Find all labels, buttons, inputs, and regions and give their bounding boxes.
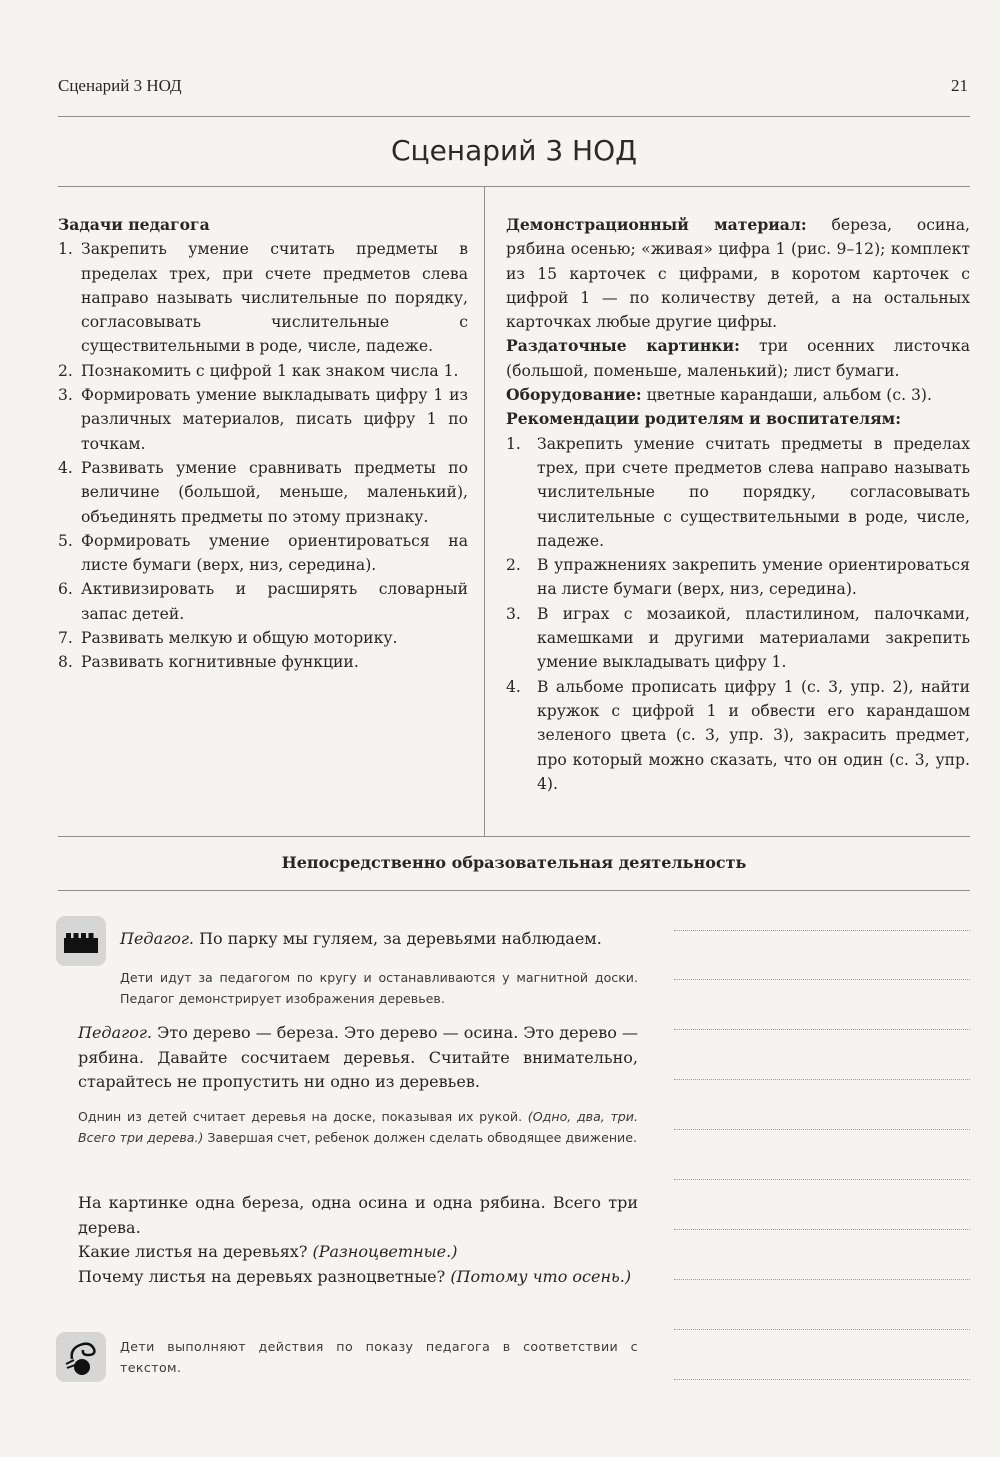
list-item: 8. Развивать когнитивные функции. <box>58 653 359 672</box>
note-1: Дети идут за педагогом по кругу и останавливаются у магнитной доски. Педагог демонстрирует изображения деревьев. <box>120 970 638 1006</box>
tasks-list <box>58 237 468 674</box>
note-2: Однин из детей считает деревья на доске, показывая их рукой. (Одно, два, три. Всего три дерева.) Завершая счет, ребенок должен сделать обводящее движение. <box>78 1109 638 1145</box>
paragraph-2: Педагог. Это дерево — береза. Это дерево — осина. Это дерево — рябина. Давайте сосчитаем деревья. Считайте внимательно, старайтесь не пропустить ни одно из деревьев. <box>78 1023 638 1091</box>
title-rule <box>58 186 970 187</box>
list-item: 7. Развивать мелкую и общую моторику. <box>58 629 398 648</box>
list-item: 1. Закрепить умение считать предметы в пределах трех, при счете предметов слева направо называть числительные по порядку, согласовывать числительные с существительными в роде, числе, падеже. <box>58 240 468 356</box>
section-rule-top <box>58 836 970 837</box>
list-item: 3. Формировать умение выкладывать цифру 1 из различных материалов, писать цифру 1 по точкам. <box>58 386 468 453</box>
header-rule <box>58 116 970 117</box>
list-item: 2. В упражнениях закрепить умение ориентироваться на листе бумаги (верх, низ, середина). <box>506 556 970 599</box>
note-line <box>674 1129 970 1130</box>
note-line <box>674 930 970 931</box>
list-item: 6. Активизировать и расширять словарный запас детей. <box>58 580 468 623</box>
note-line <box>674 1079 970 1080</box>
list-item: 1. Закрепить умение считать предметы в пределах трех, при счете предметов слева направо называть числительные по порядку, согласовывать числительные с существительными в роде, числе, падеже. <box>506 434 970 550</box>
hand-ball-icon <box>56 1332 106 1382</box>
list-item: 2. Познакомить с цифрой 1 как знаком числа 1. <box>58 361 459 380</box>
tasks-heading: Задачи педагога <box>58 215 210 234</box>
list-item: 3. В играх с мозаикой, пластилином, палочками, камешками и другими материалами закрепить умение выкладывать цифру 1. <box>506 604 970 672</box>
list-item: 4. В альбоме прописать цифру 1 (с. 3, упр. 2), найти кружок с цифрой 1 и обвести его карандашом зеленого цвета (с. 3, упр. 3), закрасить предмет, про который можно сказать, что он один (с. 3, упр. 4). <box>506 677 970 793</box>
note-line <box>674 1229 970 1230</box>
page-number: 21 <box>951 76 968 95</box>
note-line <box>674 1179 970 1180</box>
handout-material: Раздаточные картинки: три осенних листочка (большой, поменьше, маленький); лист бумаги. <box>506 336 970 380</box>
note-line <box>674 1029 970 1030</box>
page-title: Сценарий 3 НОД <box>390 134 638 167</box>
brick-icon <box>56 916 106 966</box>
note-line <box>674 1379 970 1380</box>
note-line <box>674 1329 970 1330</box>
note-line <box>674 979 970 980</box>
demo-material: Демонстрационный материал: береза, осина, рябина осенью; «живая» цифра 1 (рис. 9–12); комплект из 15 карточек с цифрами, в коротом карточек с цифрой 1 — по количеству детей, а на остальных карточках любые другие цифры. <box>506 215 970 332</box>
question-1: Какие листья на деревьях? (Разноцветные.) <box>78 1242 458 1261</box>
list-item: 4. Развивать умение сравнивать предметы по величине (большой, меньше, маленький), объединять предметы по этому признаку. <box>58 458 468 526</box>
materials-column <box>506 213 970 796</box>
column-divider <box>484 187 485 836</box>
running-head <box>58 76 970 96</box>
tasks-column <box>58 213 468 675</box>
recommendations-heading: Рекомендации родителям и воспитателям: <box>506 409 901 429</box>
note-line <box>674 1279 970 1280</box>
question-2: Почему листья на деревьях разноцветные? (Потому что осень.) <box>78 1266 632 1286</box>
section-rule-bottom <box>58 890 970 891</box>
recommendations-list <box>506 432 970 796</box>
paragraph-1: Педагог. По парку мы гуляем, за деревьями наблюдаем. <box>120 929 602 948</box>
running-title: Сценарий 3 НОД <box>58 76 182 95</box>
list-item: 5. Формировать умение ориентироваться на листе бумаги (верх, низ, середина). <box>58 531 468 575</box>
note-3: Дети выполняют действия по показу педагога в соответствии с текстом. <box>120 1339 638 1375</box>
equipment: Оборудование: цветные карандаши, альбом (с. 3). <box>506 385 932 405</box>
paragraph-3: На картинке одна береза, одна осина и одна рябина. Всего три дерева. Какие листья на деревьях? (Разноцветные.) Почему листья на деревьях разноцветные? (Потому что осень.) <box>78 1191 638 1289</box>
activity-heading: Непосредственно образовательная деятельность <box>281 853 747 872</box>
